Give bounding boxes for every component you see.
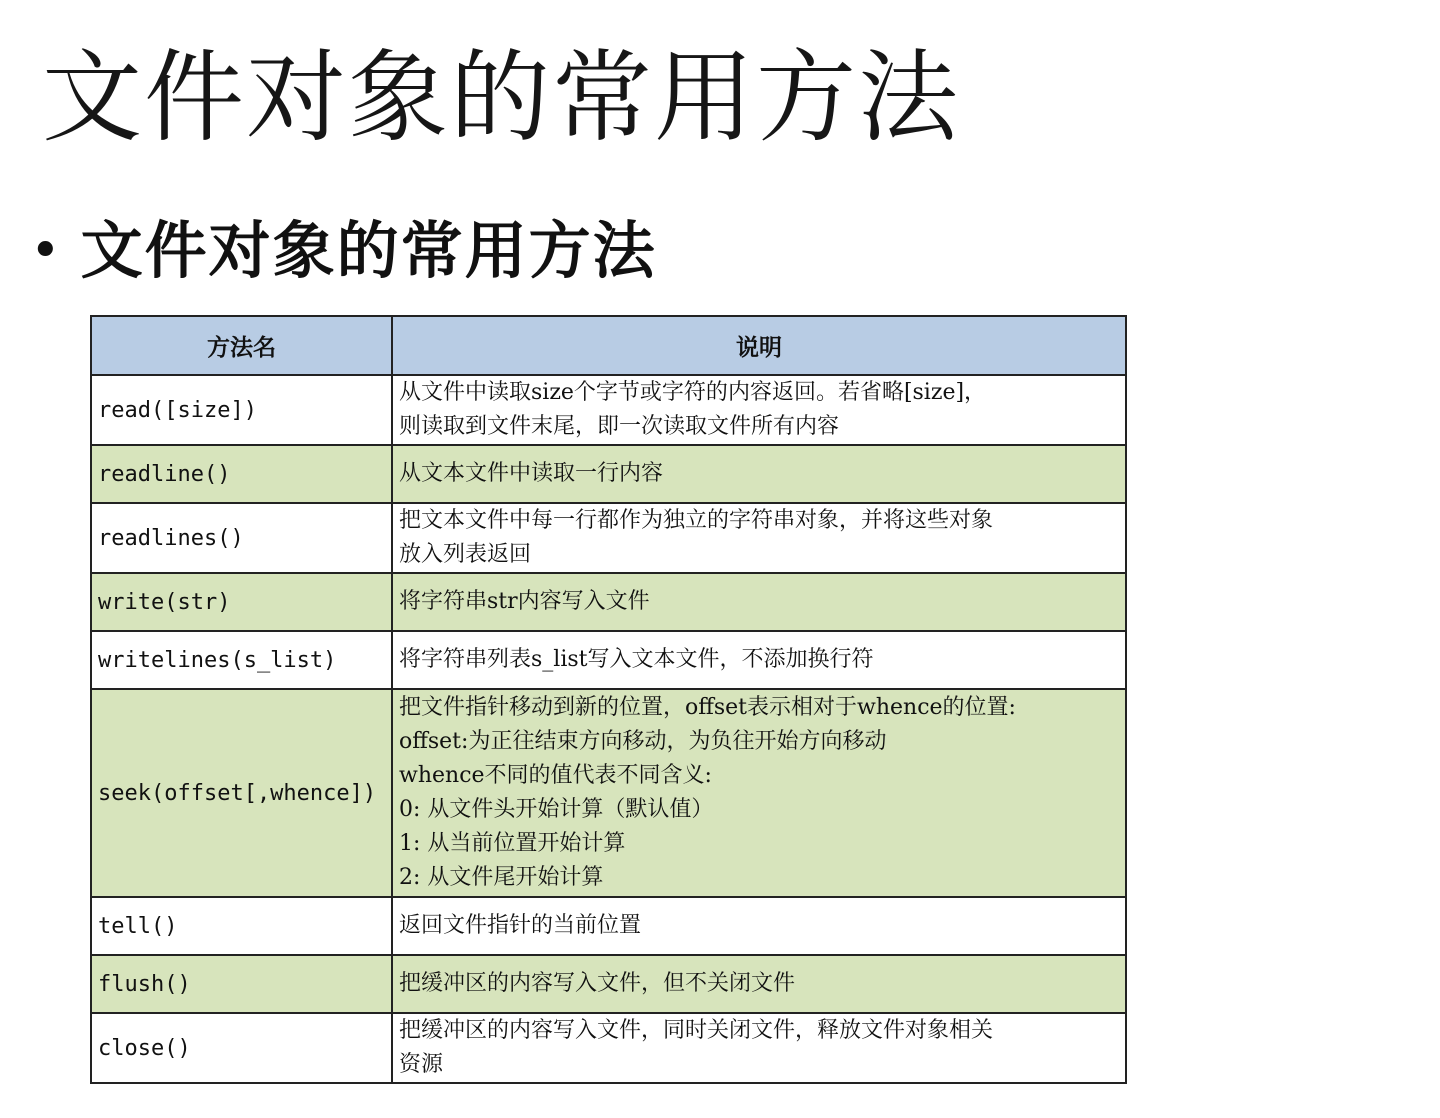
method-cell: close() (91, 1013, 392, 1083)
method-cell: readline() (91, 445, 392, 503)
description-cell: 将字符串列表s_list写入文本文件，不添加换行符 (392, 631, 1126, 689)
description-cell: 把文件指针移动到新的位置，offset表示相对于whence的位置: offset:为正往结束方向移动，为负往开始方向移动 whence不同的值代表不同含义: 0: 从文件头开始计算（默认值） 1: 从当前位置开始计算 2: 从文件尾开始计算 (392, 689, 1126, 897)
table-row (91, 955, 1126, 1013)
table-header-row (91, 316, 1126, 375)
bullet-item (30, 212, 657, 290)
description-cell: 把缓冲区的内容写入文件，但不关闭文件 (392, 955, 1126, 1013)
slide-title: 文件对象的常用方法 (42, 39, 960, 156)
table-row (91, 897, 1126, 955)
table-row (91, 689, 1126, 897)
table-row (91, 1013, 1126, 1083)
bullet-dot-icon: • (30, 220, 61, 281)
table-row (91, 375, 1126, 445)
method-cell: flush() (91, 955, 392, 1013)
table-row (91, 573, 1126, 631)
header-description: 说明 (392, 316, 1126, 375)
method-cell: write(str) (91, 573, 392, 631)
description-cell: 把缓冲区的内容写入文件，同时关闭文件，释放文件对象相关 资源 (392, 1013, 1126, 1083)
header-method-name: 方法名 (91, 316, 392, 375)
table-row (91, 503, 1126, 573)
description-cell: 从文件中读取size个字节或字符的内容返回。若省略[size]， 则读取到文件末尾，即一次读取文件所有内容 (392, 375, 1126, 445)
method-cell: writelines(s_list) (91, 631, 392, 689)
methods-table (90, 315, 1127, 1084)
table-row (91, 631, 1126, 689)
description-cell: 返回文件指针的当前位置 (392, 897, 1126, 955)
description-cell: 从文本文件中读取一行内容 (392, 445, 1126, 503)
table-row (91, 445, 1126, 503)
method-cell: tell() (91, 897, 392, 955)
description-cell: 将字符串str内容写入文件 (392, 573, 1126, 631)
bullet-text: 文件对象的常用方法 (80, 214, 657, 287)
method-cell: seek(offset[,whence]) (91, 689, 392, 897)
description-cell: 把文本文件中每一行都作为独立的字符串对象，并将这些对象 放入列表返回 (392, 503, 1126, 573)
method-cell: read([size]) (91, 375, 392, 445)
method-cell: readlines() (91, 503, 392, 573)
